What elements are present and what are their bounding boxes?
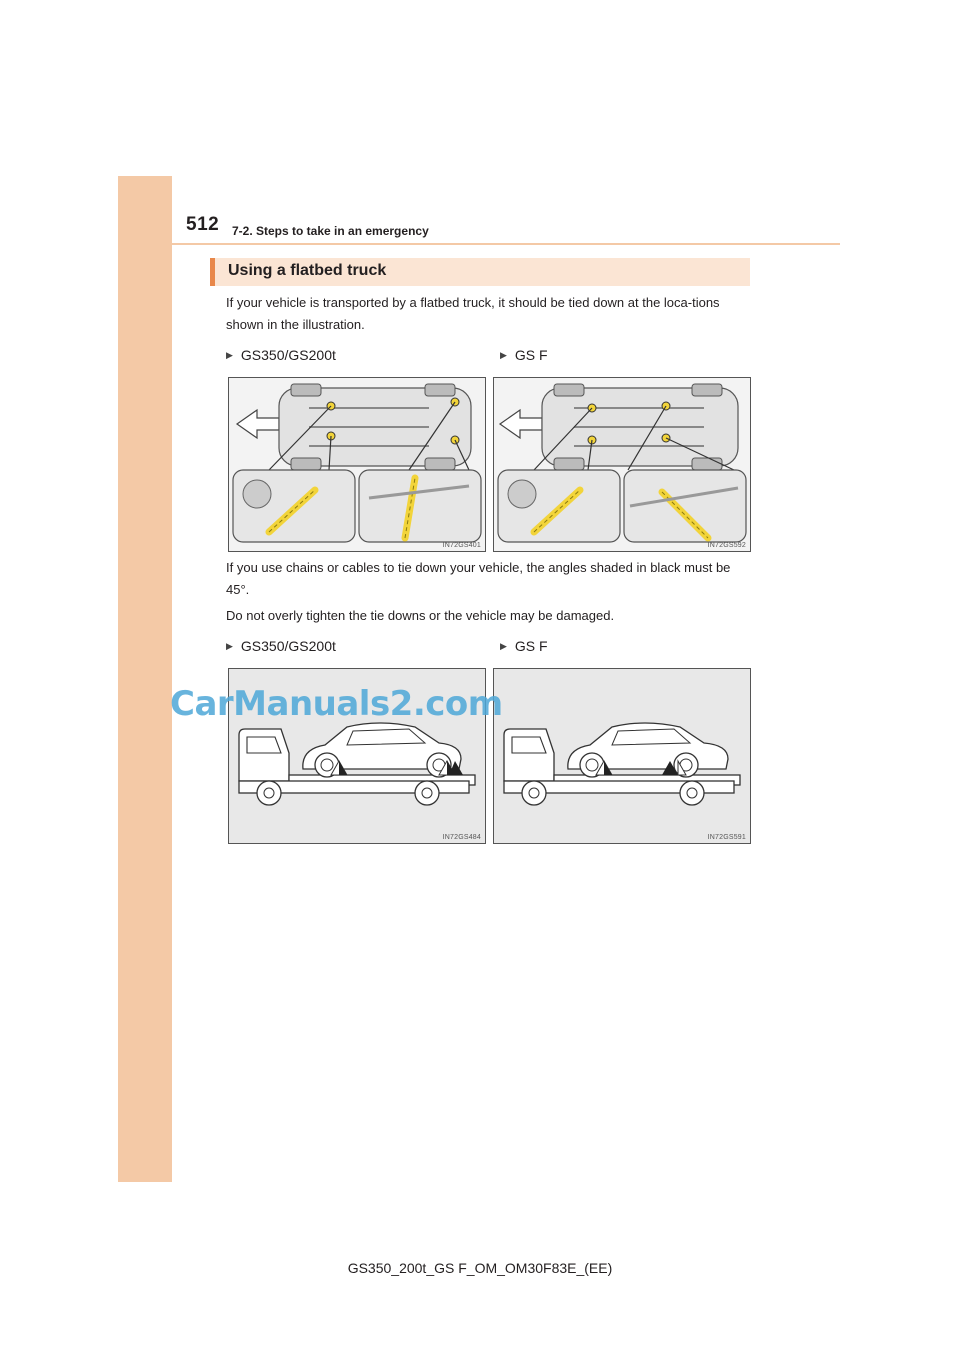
underbody-illustration — [229, 378, 485, 551]
figure-code: IN72GS401 — [442, 542, 481, 549]
warning-paragraph: Do not overly tighten the tie downs or the vehicle may be damaged. — [226, 608, 615, 623]
variant-label-text: GS F — [514, 347, 548, 363]
triangle-bullet-icon: ▶ — [500, 350, 507, 360]
triangle-bullet-icon: ▶ — [226, 641, 233, 651]
triangle-bullet-icon: ▶ — [226, 350, 233, 360]
flatbed-truck-figure-gsf — [493, 668, 751, 844]
page-number: 512 — [186, 214, 220, 235]
figure-code: IN72GS591 — [707, 834, 746, 841]
variant-label-gsf — [500, 347, 548, 363]
variant-label-gs350 — [226, 347, 336, 363]
watermark: CarManuals2.com — [170, 684, 503, 724]
figure-code: IN72GS484 — [442, 834, 481, 841]
flatbed-truck-illustration — [494, 669, 750, 843]
page-sidebar-tab — [118, 176, 172, 1182]
underbody-tiedown-figure-gsf — [493, 377, 751, 552]
underbody-illustration — [494, 378, 750, 551]
variant-label-text: GS F — [514, 638, 548, 654]
header-rule — [118, 243, 840, 245]
variant-label-text: GS350/GS200t — [240, 638, 336, 654]
triangle-bullet-icon: ▶ — [500, 641, 507, 651]
variant-label-gsf — [500, 638, 548, 654]
intro-paragraph: If your vehicle is transported by a flatbed truck, it should be tied down at the loca-tions shown in the illustration. — [226, 295, 720, 332]
variant-label-text: GS350/GS200t — [240, 347, 336, 363]
section-heading — [210, 258, 750, 286]
section-heading-text: Using a flatbed truck — [228, 262, 387, 279]
variant-label-gs350 — [226, 638, 336, 654]
figure-code: IN72GS592 — [707, 542, 746, 549]
angles-paragraph: If you use chains or cables to tie down your vehicle, the angles shaded in black must be 45°. — [226, 560, 731, 597]
underbody-tiedown-figure-gs350 — [228, 377, 486, 552]
section-title: 7-2. Steps to take in an emergency — [232, 224, 429, 238]
document-footer: GS350_200t_GS F_OM_OM30F83E_(EE) — [347, 1260, 613, 1276]
